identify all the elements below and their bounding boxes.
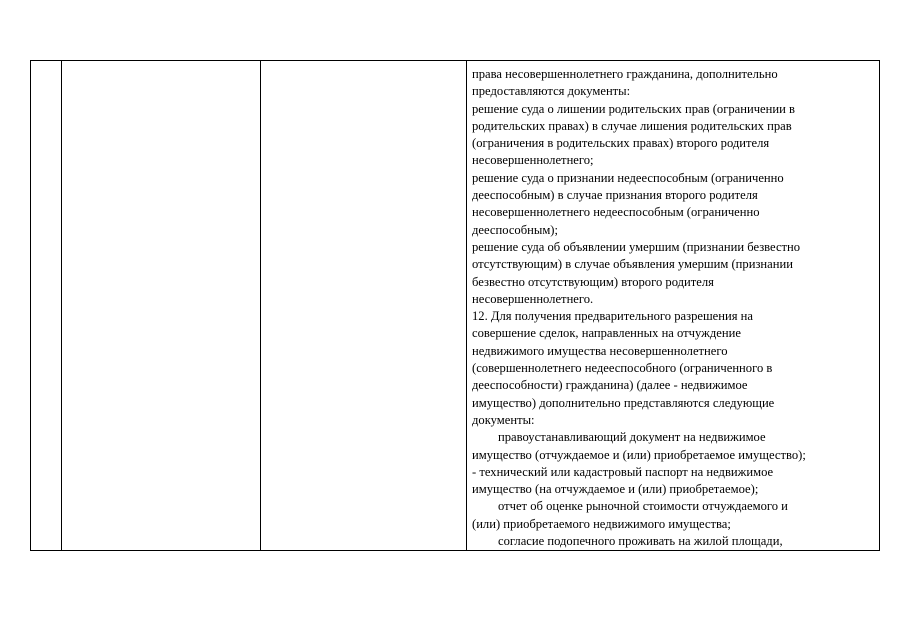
text-line: решение суда о признании недееспособным (ограниченно (472, 170, 784, 185)
text-line: (ограничения в родительских правах) второго родителя (472, 136, 770, 151)
text-line: отчет об оценке рыночной стоимости отчуждаемого и (498, 499, 788, 514)
text-line: несовершеннолетнего; (472, 153, 594, 168)
text-line: (совершеннолетнего недееспособного (ограниченного в (472, 361, 773, 376)
text-line: предоставляются документы: (472, 84, 631, 99)
text-line: имущество (на отчуждаемое и (или) приобретаемое); (472, 482, 759, 497)
text-line: 12. Для получения предварительного разрешения на (472, 309, 754, 324)
documents-text (467, 61, 879, 550)
table-row (31, 61, 880, 551)
text-line: правоустанавливающий документ на недвижимое (498, 430, 766, 445)
text-line: родительских правах) в случае лишения родительских прав (472, 118, 792, 133)
text-line: дееспособности) гражданина) (далее - недвижимое (472, 378, 748, 393)
text-line: безвестно отсутствующим) второго родителя (472, 274, 714, 289)
text-line: имущество) дополнительно представляются следующие (472, 395, 775, 410)
text-line: права несовершеннолетнего гражданина, дополнительно (472, 67, 778, 81)
text-line: - технический или кадастровый паспорт на недвижимое (472, 464, 774, 479)
text-line: (или) приобретаемого недвижимого имущества; (472, 516, 731, 531)
cell-text (261, 61, 466, 66)
text-line: несовершеннолетнего. (472, 291, 594, 306)
text-line: дееспособным) в случае признания второго родителя (472, 188, 758, 203)
text-line: недвижимого имущества несовершеннолетнего (472, 343, 728, 358)
text-line: решение суда о лишении родительских прав (ограничении в (472, 101, 795, 116)
text-line: имущество (отчуждаемое и (или) приобретаемое имущество); (472, 447, 806, 462)
cell-text (62, 61, 260, 66)
table-cell-documents (467, 61, 880, 551)
text-line: документы: (472, 412, 535, 427)
table-cell-number (31, 61, 62, 551)
table-cell-name (62, 61, 261, 551)
text-line: дееспособным); (472, 222, 558, 237)
text-line: решение суда об объявлении умершим (признании безвестно (472, 239, 801, 254)
text-line: несовершеннолетнего недееспособным (ограниченно (472, 205, 760, 220)
document-table (30, 60, 880, 551)
text-line: отсутствующим) в случае объявления умершим (признании (472, 257, 793, 272)
table-cell-category (261, 61, 467, 551)
cell-text (31, 61, 61, 66)
text-line: совершение сделок, направленных на отчуждение (472, 326, 741, 341)
text-line: согласие подопечного проживать на жилой площади, (498, 534, 783, 549)
